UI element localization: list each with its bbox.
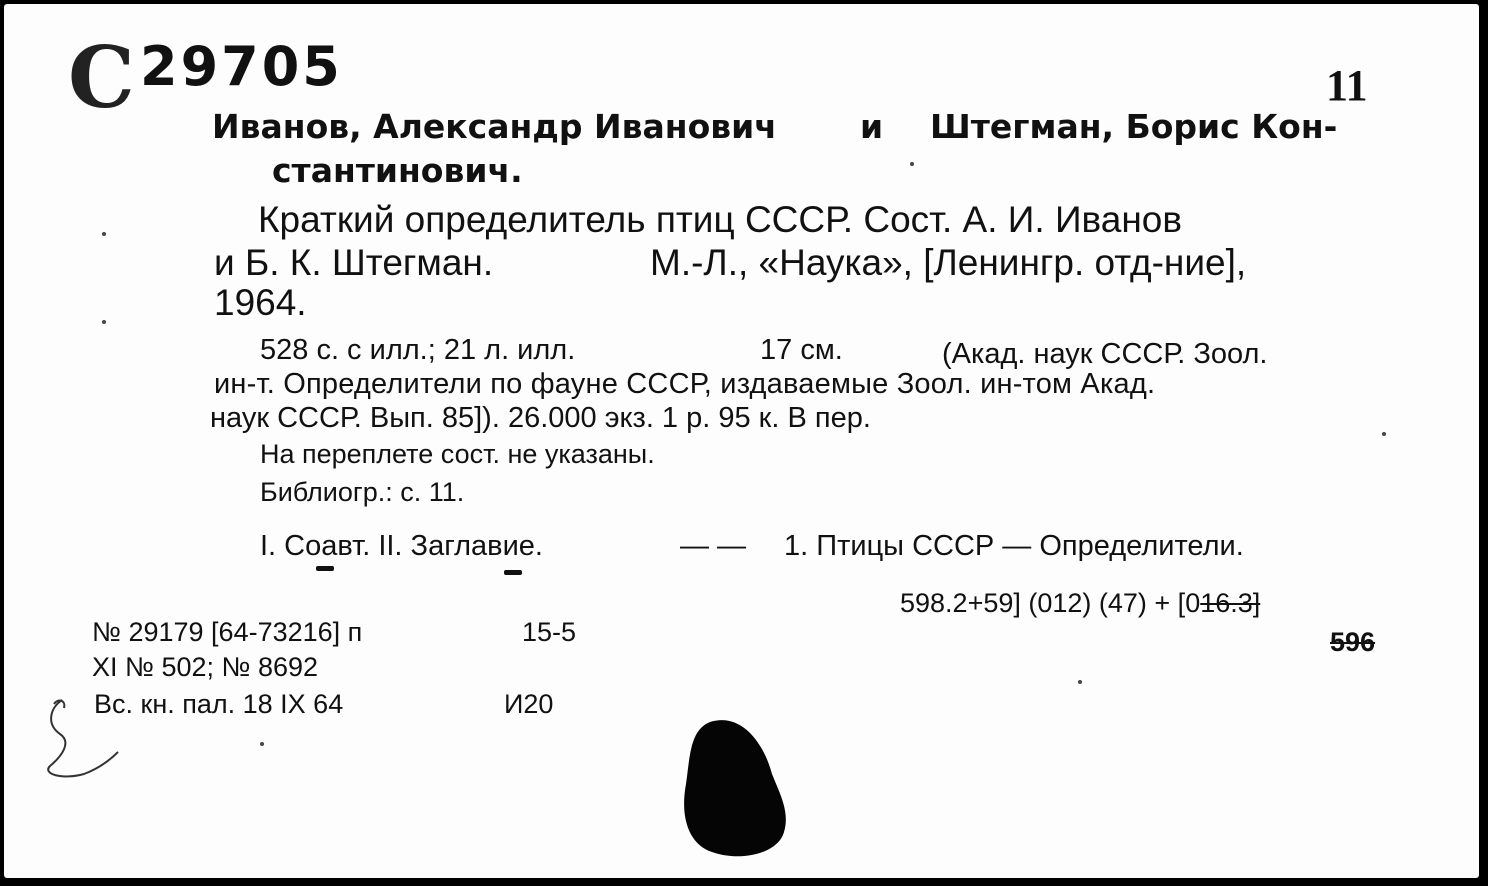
- udc-main: 598.2+59] (012) (47) + [0: [900, 588, 1201, 618]
- udc-struck: 16.3]: [1200, 588, 1261, 618]
- authors-heading: [212, 108, 777, 146]
- title-line-2b: М.-Л., «Наука», [Ленингр. отд-ние],: [650, 242, 1247, 283]
- ink-blot: [680, 712, 792, 862]
- pencil-tick-mark: [504, 570, 522, 575]
- tracing-dash: — —: [680, 530, 747, 562]
- description-line-1c: (Акад. наук СССР. Зоол.: [942, 338, 1268, 370]
- speck: [910, 162, 914, 166]
- title-line-2a: и Б. К. Штегман.: [214, 242, 494, 283]
- description-line-3: наук СССР. Вып. 85]). 26.000 экз. 1 р. 95 к. В пер.: [210, 402, 871, 434]
- registry-line-1b: 15-5: [522, 617, 577, 647]
- speck: [260, 742, 264, 746]
- pencil-tick-mark: [316, 566, 334, 571]
- speck: [102, 232, 106, 236]
- description-line-1b: 17 см.: [760, 334, 843, 366]
- description-line-1a: 528 с. с илл.; 21 л. илл.: [260, 334, 576, 366]
- registry-line-2: XI № 502; № 8692: [92, 652, 319, 682]
- title-line-1: Краткий определитель птиц СССР. Сост. А. И. Иванов: [258, 199, 1183, 240]
- catalog-card: [4, 4, 1479, 878]
- registry-line-3a: Вс. кн. пал. 18 IX 64: [94, 689, 344, 719]
- speck: [1078, 680, 1082, 684]
- bbk-struck: 596: [1330, 627, 1376, 657]
- speck: [102, 320, 106, 324]
- author-2: Штегман, Борис Кон-: [930, 107, 1338, 146]
- author-2-continued: стантинович.: [272, 151, 523, 190]
- speck: [1382, 432, 1386, 436]
- shelfmark-number: 29705: [140, 35, 343, 98]
- tracing-coauthor-title: I. Соавт. II. Заглавие.: [260, 530, 543, 562]
- shelfmark-letter: С: [68, 28, 135, 127]
- udc-classification: [900, 587, 1260, 619]
- description-line-2: ин-т. Определители по фауне СССР, издаваемые Зоол. ин-том Акад.: [214, 368, 1156, 400]
- registry-line-1a: № 29179 [64-73216] п: [92, 617, 363, 647]
- note-bibliography: Библиогр.: с. 11.: [260, 477, 465, 507]
- handwritten-mark: [32, 694, 142, 790]
- registry-line-3b: И20: [504, 689, 554, 719]
- tracing-subject: 1. Птицы СССР — Определители.: [784, 530, 1244, 562]
- title-line-3: 1964.: [214, 282, 307, 323]
- author-1: Иванов, Александр Иванович: [212, 107, 777, 146]
- authors-conjunction: и: [860, 107, 884, 146]
- note-binding: На переплете сост. не указаны.: [260, 439, 655, 469]
- card-number: 11: [1326, 61, 1368, 110]
